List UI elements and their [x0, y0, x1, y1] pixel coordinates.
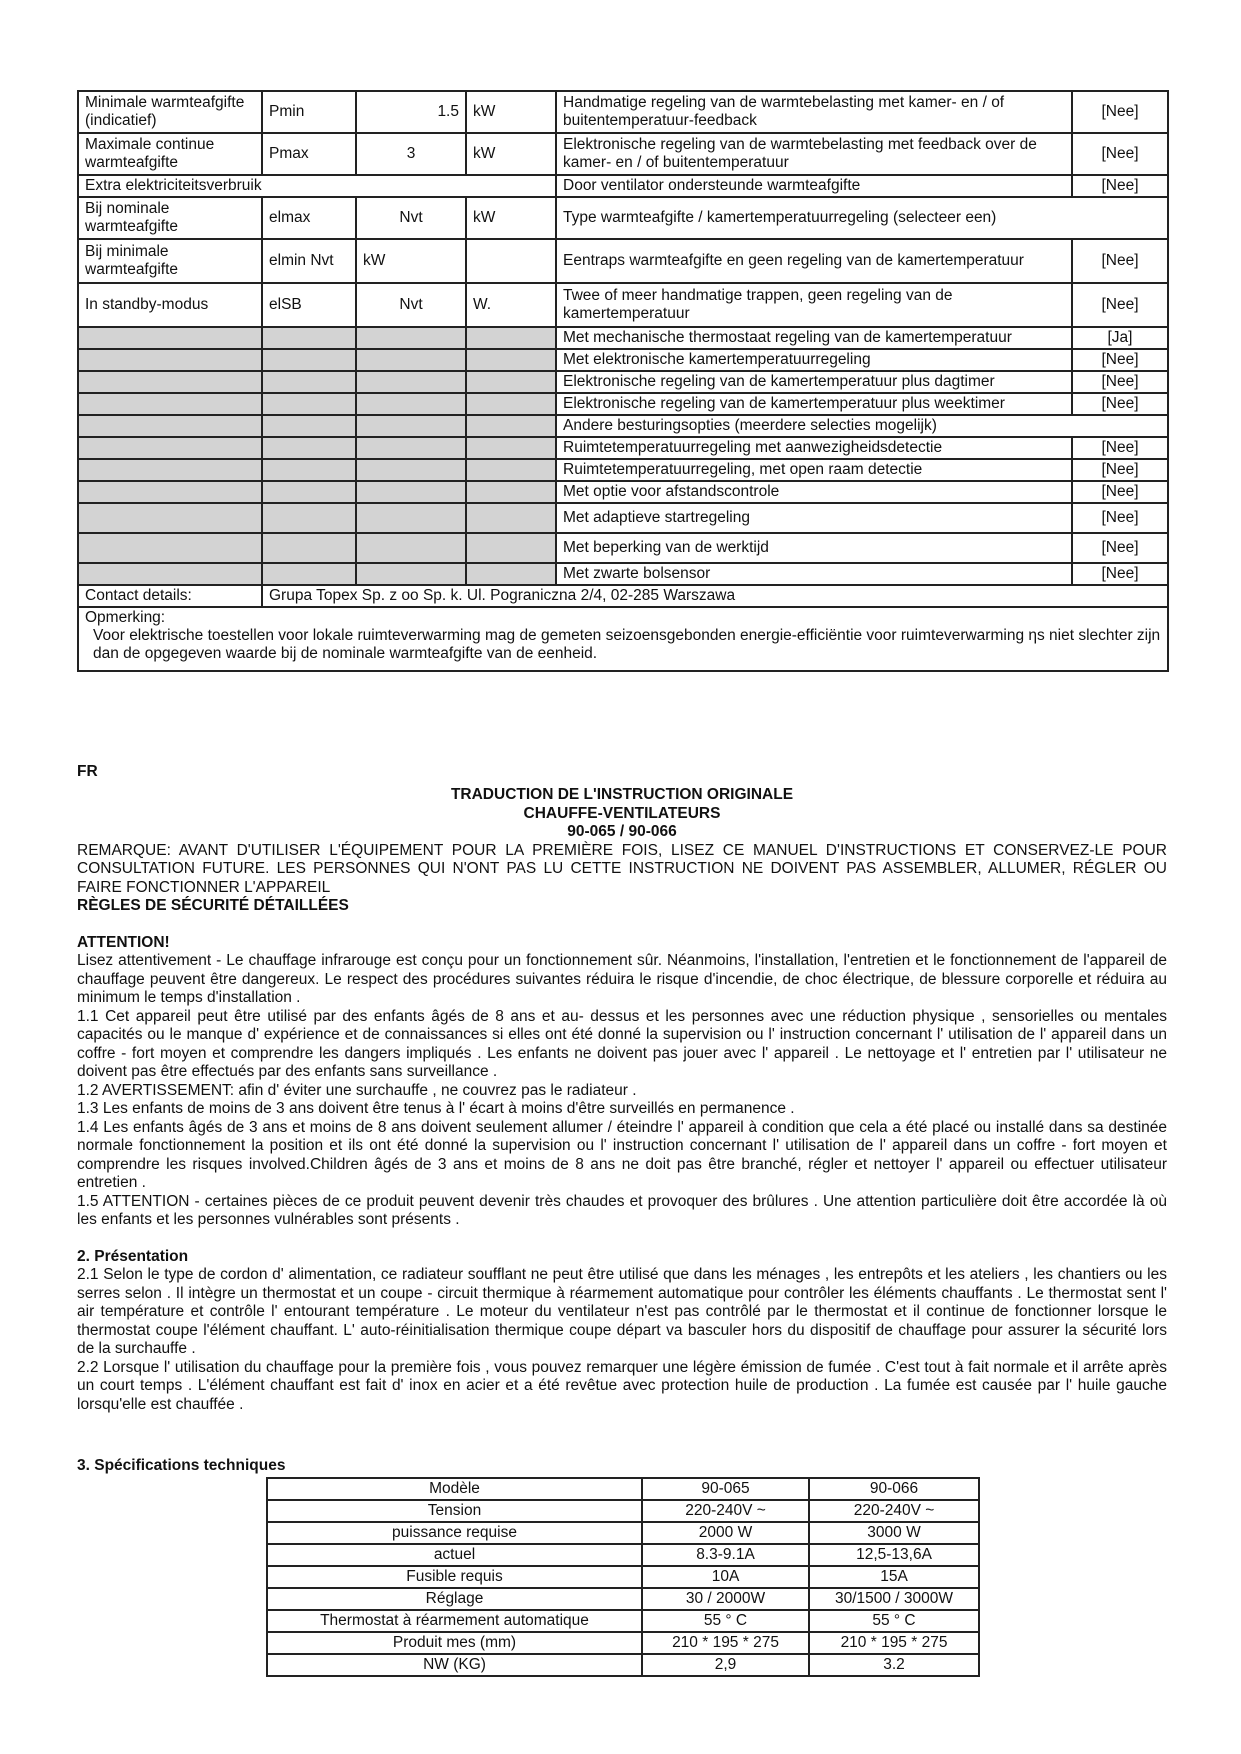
row-feature: Twee of meer handmatige trappen, geen regeling van de kamertemperatuur [556, 283, 1072, 327]
row-answer: [Nee] [1072, 371, 1168, 393]
table-row [78, 283, 1168, 327]
row-unit [466, 239, 556, 283]
attention-heading: ATTENTION! [77, 933, 170, 951]
spec-row [267, 1610, 979, 1632]
row-feature: Andere besturingsopties (meerdere selecties mogelijk) [556, 415, 1168, 437]
row-label: Maximale continue warmteafgifte [78, 133, 262, 175]
row-answer: [Nee] [1072, 239, 1168, 283]
row-label: Minimale warmteafgifte (indicatief) [78, 91, 262, 133]
spec-row [267, 1544, 979, 1566]
row-feature: Handmatige regeling van de warmtebelasting met kamer- en / of buitentemperatuur-feedback [556, 91, 1072, 133]
safety-heading: RÈGLES DE SÉCURITÉ DÉTAILLÉES [77, 897, 349, 914]
row-feature: Met beperking van de werktijd [556, 533, 1072, 563]
row-answer: [Ja] [1072, 327, 1168, 349]
row-symbol: elmax [262, 197, 356, 239]
spec-value: 220-240V ~ [809, 1500, 979, 1522]
spec-row [267, 1522, 979, 1544]
table-row [78, 349, 1168, 371]
paragraph-1-2: 1.2 AVERTISSEMENT: afin d' éviter une surchauffe , ne couvrez pas le radiateur . [77, 1081, 637, 1099]
row-answer: [Nee] [1072, 133, 1168, 175]
row-answer: [Nee] [1072, 175, 1168, 197]
spec-value: 90-066 [809, 1478, 979, 1500]
row-unit: kW [466, 197, 556, 239]
spec-value: 55 ° C [642, 1610, 809, 1632]
row-unit: W. [466, 283, 556, 327]
table-row [78, 459, 1168, 481]
spec-heading: 3. Spécifications techniques [77, 1457, 286, 1474]
row-feature: Elektronische regeling van de warmtebelasting met feedback over de kamer- en / of buitentemperatuur [556, 133, 1072, 175]
row-unit: kW [466, 91, 556, 133]
row-feature: Ruimtetemperatuurregeling met aanwezigheidsdetectie [556, 437, 1072, 459]
contact-row [78, 585, 1168, 607]
table-row [78, 481, 1168, 503]
spec-value: 210 * 195 * 275 [642, 1632, 809, 1654]
spec-table [266, 1477, 980, 1677]
table-row [78, 393, 1168, 415]
row-feature: Met optie voor afstandscontrole [556, 481, 1072, 503]
row-feature: Type warmteafgifte / kamertemperatuurregeling (selecteer een) [556, 197, 1168, 239]
row-feature: Elektronische regeling van de kamertemperatuur plus weektimer [556, 393, 1072, 415]
doc-subtitle: CHAUFFE-VENTILATEURS [523, 804, 721, 822]
row-label: In standby-modus [78, 283, 262, 327]
paragraph-1-1: 1.1 Cet appareil peut être utilisé par des enfants âgés de 8 ans et au- dessus et les personnes avec une réduction physique , sensorielles ou mentales capacités ou le manque d' expérience et de connaissances si elles ont été donné la supervision ou l' instruction concernant l' utilisation de l' appareil dans un coffre - fort moyen et comprendre les dangers impliqués . Les enfants ne doivent pas jouer avec l' appareil . Le nettoyage et l' entretien par l' utilisateur ne doivent pas être effectués par des enfants sans surveillance . [77, 1007, 1167, 1080]
row-feature: Eentraps warmteafgifte en geen regeling van de kamertemperatuur [556, 239, 1072, 283]
remark-text: Voor elektrische toestellen voor lokale ruimteverwarming mag de gemeten seizoensgebonden energie-efficiëntie voor ruimteverwarming ηs niet slechter zijn dan de opgegeven waarde bij de nominale warmteafgifte van de eenheid. [93, 627, 1161, 662]
row-answer: [Nee] [1072, 503, 1168, 533]
spec-label: Tension [267, 1500, 642, 1522]
spec-value: 10A [642, 1566, 809, 1588]
row-feature: Met zwarte bolsensor [556, 563, 1072, 585]
row-feature: Met elektronische kamertemperatuurregeling [556, 349, 1072, 371]
row-label: Bij minimale warmteafgifte [78, 239, 262, 283]
row-answer: [Nee] [1072, 393, 1168, 415]
spec-row [267, 1588, 979, 1610]
paragraph-1-5: 1.5 ATTENTION - certaines pièces de ce produit peuvent devenir très chaudes et provoquer des brûlures . Une attention particulière doit être accordée là où les enfants et les personnes vulnérables sont présents . [77, 1192, 1167, 1228]
paragraph-2-2: 2.2 Lorsque l' utilisation du chauffage pour la première fois , vous pouvez remarquer une légère émission de fumée . C'est tout à fait normale et il arrête après un court temps . L'élément chauffant est fait d' inox en acier et a été revêtue avec protection huile de production . La fumée est causée par l' huile gauche lorsqu'elle est chauffée . [77, 1358, 1167, 1413]
row-feature: Door ventilator ondersteunde warmteafgifte [556, 175, 1072, 197]
table-row [78, 563, 1168, 585]
table-row [78, 239, 1168, 283]
contact-label: Contact details: [78, 585, 262, 607]
row-symbol: elmin Nvt [262, 239, 356, 283]
table-row [78, 437, 1168, 459]
row-answer: [Nee] [1072, 437, 1168, 459]
spec-row [267, 1500, 979, 1522]
row-symbol: Pmin [262, 91, 356, 133]
row-value: 3 [356, 133, 466, 175]
spec-label: Réglage [267, 1588, 642, 1610]
contact-value: Grupa Topex Sp. z oo Sp. k. Ul. Pograniczna 2/4, 02-285 Warszawa [262, 585, 1168, 607]
spec-row [267, 1654, 979, 1676]
spec-row [267, 1566, 979, 1588]
spec-label: Produit mes (mm) [267, 1632, 642, 1654]
spec-value: 220-240V ~ [642, 1500, 809, 1522]
fr-body [77, 786, 1167, 1414]
spec-value: 8.3-9.1A [642, 1544, 809, 1566]
table-row [78, 197, 1168, 239]
spec-value: 12,5-13,6A [809, 1544, 979, 1566]
spec-value: 210 * 195 * 275 [809, 1632, 979, 1654]
table-row [78, 371, 1168, 393]
row-feature: Elektronische regeling van de kamertemperatuur plus dagtimer [556, 371, 1072, 393]
remark-label: Opmerking: [85, 609, 166, 626]
row-value: kW [356, 239, 466, 283]
table-row [78, 503, 1168, 533]
intro-paragraph: Lisez attentivement - Le chauffage infrarouge est conçu pour un fonctionnement sûr. Néanmoins, l'installation, l'entretien et le fonctionnement de l'appareil de chauffage peuvent être dangereux. Le respect des procédures suivantes réduira le risque d'incendie, de choc électrique, de blessure corporelle et réduira au minimum le temps d'installation . [77, 952, 1167, 1006]
spec-value: 3.2 [809, 1654, 979, 1676]
paragraph-1-3: 1.3 Les enfants de moins de 3 ans doivent être tenus à l' écart à moins d'être surveillés en permanence . [77, 1100, 795, 1117]
row-answer: [Nee] [1072, 533, 1168, 563]
row-answer: [Nee] [1072, 91, 1168, 133]
remark-paragraph: REMARQUE: AVANT D'UTILISER L'ÉQUIPEMENT POUR LA PREMIÈRE FOIS, LISEZ CE MANUEL D'INSTRUCTIONS ET CONSERVEZ-LE POUR CONSULTATION FUTURE. LES PERSONNES QUI N'ONT PAS LU CETTE INSTRUCTION NE DOIVENT PAS ASSEMBLER, ALLUMER, RÉGLER OU FAIRE FONCTIONNER L'APPAREIL [77, 841, 1167, 896]
row-answer: [Nee] [1072, 481, 1168, 503]
spec-label: Thermostat à réarmement automatique [267, 1610, 642, 1632]
spec-value: 30 / 2000W [642, 1588, 809, 1610]
spec-value: 2000 W [642, 1522, 809, 1544]
row-value: 1.5 [356, 91, 466, 133]
spec-label: NW (KG) [267, 1654, 642, 1676]
row-feature: Met mechanische thermostaat regeling van de kamertemperatuur [556, 327, 1072, 349]
spec-label: Modèle [267, 1478, 642, 1500]
row-answer: [Nee] [1072, 283, 1168, 327]
table-row [78, 133, 1168, 175]
paragraph-1-4: 1.4 Les enfants âgés de 3 ans et moins de 8 ans doivent seulement allumer / éteindre l' appareil à condition que cela a été placé ou installé dans sa destinée normale fonctionnement la position et ils ont été donné la supervision ou l' instruction concernant l' utilisation de l' appareil dans un coffre - fort moyen et comprendre les risques involved.Children âgés de 3 ans et moins de 8 ans ne doit pas être branché, régler et nettoyer l' appareil ou effectuer utilisateur entretien . [77, 1118, 1167, 1191]
row-value: Nvt [356, 283, 466, 327]
remark-row [78, 607, 1168, 671]
spec-value: 55 ° C [809, 1610, 979, 1632]
row-label: Bij nominale warmteafgifte [78, 197, 262, 239]
spec-value: 90-065 [642, 1478, 809, 1500]
table-row [78, 415, 1168, 437]
row-label: Extra elektriciteitsverbruik [78, 175, 556, 197]
spec-row [267, 1478, 979, 1500]
spec-value: 3000 W [809, 1522, 979, 1544]
spec-section [77, 1457, 1167, 1476]
table-row [78, 175, 1168, 197]
fr-header [77, 763, 1167, 782]
table-row [78, 91, 1168, 133]
presentation-heading: 2. Présentation [77, 1247, 189, 1265]
row-feature: Ruimtetemperatuurregeling, met open raam detectie [556, 459, 1072, 481]
row-symbol: Pmax [262, 133, 356, 175]
table-row [78, 533, 1168, 563]
row-symbol: elSB [262, 283, 356, 327]
row-unit: kW [466, 133, 556, 175]
spec-value: 30/1500 / 3000W [809, 1588, 979, 1610]
spec-row [267, 1632, 979, 1654]
spec-label: Fusible requis [267, 1566, 642, 1588]
doc-model: 90-065 / 90-066 [567, 823, 677, 840]
nl-spec-table [77, 90, 1169, 672]
spec-label: puissance requise [267, 1522, 642, 1544]
spec-label: actuel [267, 1544, 642, 1566]
row-answer: [Nee] [1072, 349, 1168, 371]
language-code: FR [77, 763, 98, 780]
row-value: Nvt [356, 197, 466, 239]
spec-value: 15A [809, 1566, 979, 1588]
table-row [78, 327, 1168, 349]
spec-value: 2,9 [642, 1654, 809, 1676]
row-feature: Met adaptieve startregeling [556, 503, 1072, 533]
row-answer: [Nee] [1072, 459, 1168, 481]
paragraph-2-1: 2.1 Selon le type de cordon d' alimentation, ce radiateur soufflant ne peut être utilisé que dans les ménages , les entrepôts et les ateliers , les chantiers ou les serres selon . Il intègre un thermostat et un coupe - circuit thermique à réarmement automatique pour contrôler les éléments chauffants . Le thermostat sent l' air température et contrôle l' entourant température . Le moteur du ventilateur n'est pas contrôlé par le thermostat et il continue de fonctionner lorsque le thermostat coupe l'élément chauffant. L' auto-réinitialisation thermique coupe départ va basculer hors du dispositif de chauffage pour assurer la sécurité lors de la surchauffe . [77, 1266, 1167, 1357]
row-answer: [Nee] [1072, 563, 1168, 585]
doc-title: TRADUCTION DE L'INSTRUCTION ORIGINALE [450, 786, 794, 803]
